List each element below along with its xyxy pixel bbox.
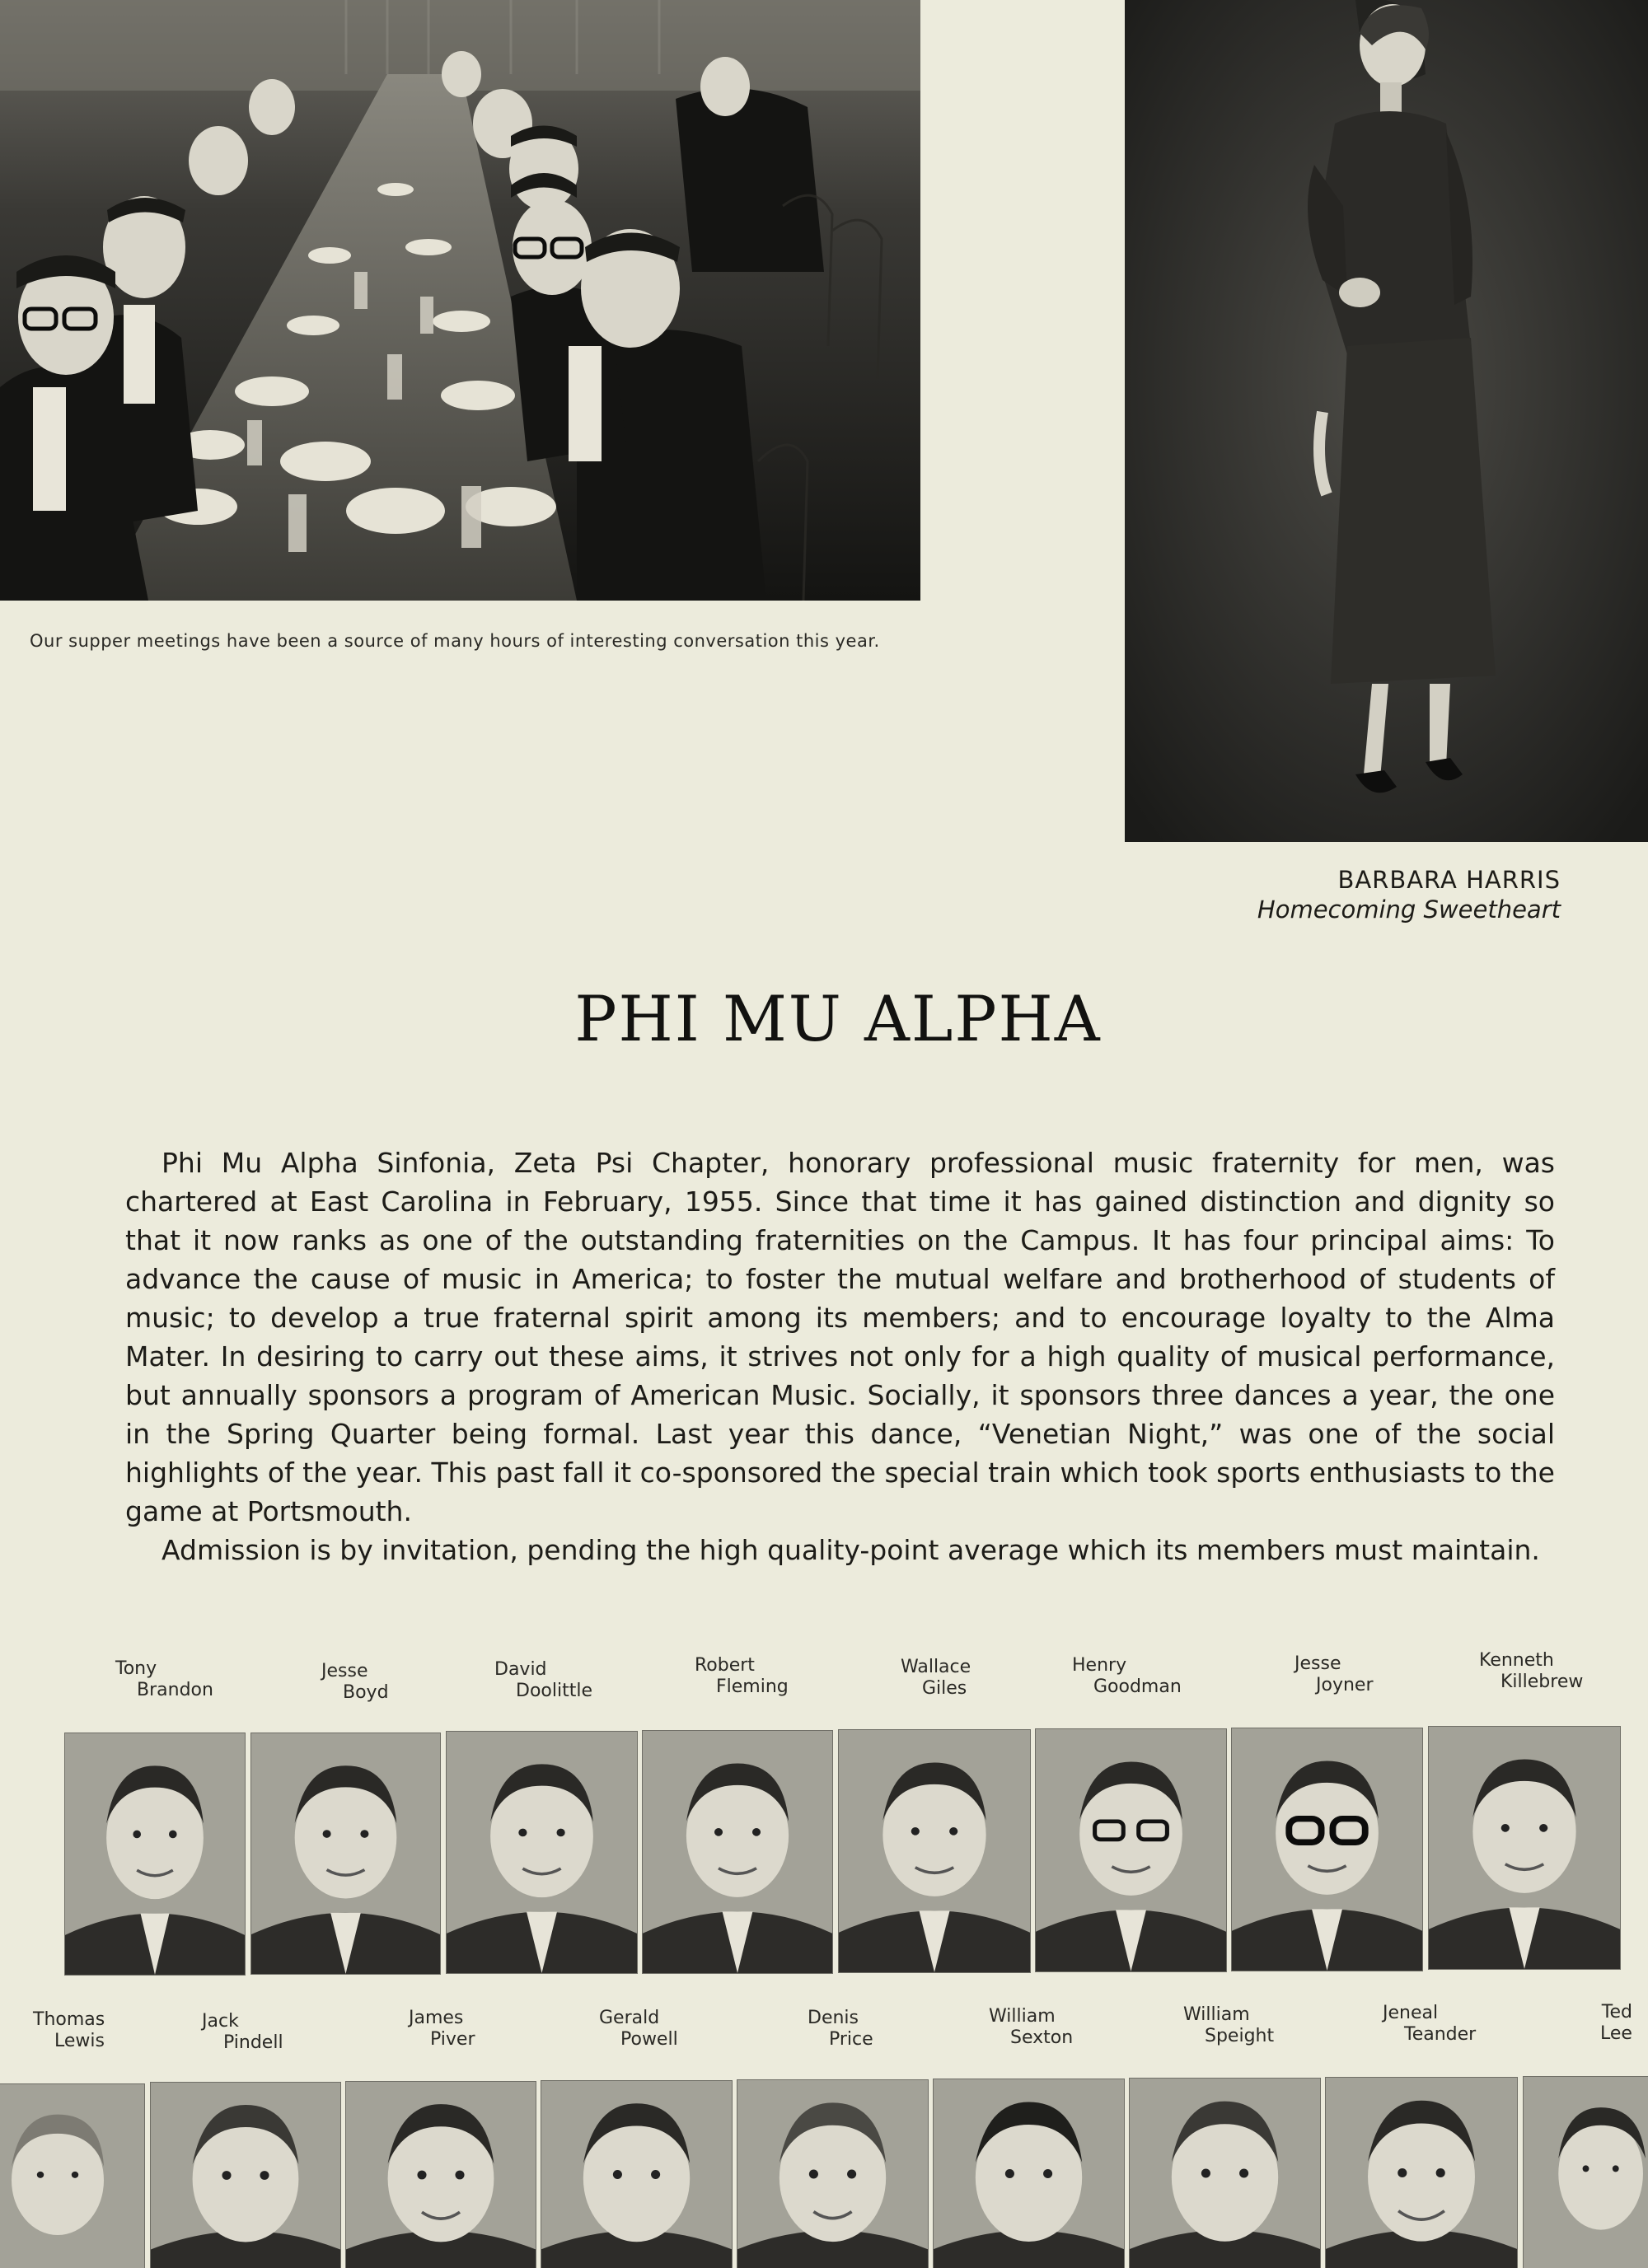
- description-paragraph-2: Admission is by invitation, pending the high quality-point average which its members must maintain.: [162, 1534, 1540, 1566]
- member-name-label: Kenneth Killebrew: [1479, 1650, 1584, 1692]
- supper-meeting-photo: [0, 0, 920, 601]
- member-portrait: [1036, 1729, 1226, 1971]
- member-name-label: Jesse Joyner: [1295, 1653, 1374, 1695]
- member-portrait: [1130, 2079, 1320, 2268]
- member-portrait: [737, 2080, 928, 2268]
- member-name-label: Henry Goodman: [1072, 1655, 1182, 1697]
- member-portrait: [934, 2079, 1124, 2268]
- member-name-label: Jeneal Teander: [1383, 2003, 1477, 2045]
- member-name-label: David Doolittle: [494, 1659, 592, 1701]
- member-portrait: [643, 1731, 832, 1973]
- member-portrait: [541, 2081, 732, 2268]
- member-portrait: [65, 1733, 245, 1975]
- member-name-label: James Piver: [409, 2008, 475, 2050]
- member-name-label: Robert Fleming: [695, 1655, 789, 1697]
- sweetheart-name: BARBARA HARRIS: [1337, 866, 1561, 894]
- member-portrait: [1232, 1728, 1422, 1971]
- fraternity-description: [125, 1143, 1555, 1569]
- page-heading: PHI MU ALPHA: [574, 982, 1102, 1055]
- member-name-label: Thomas Lewis: [33, 2009, 105, 2051]
- sweetheart-photo: [1125, 0, 1648, 842]
- member-portrait: [346, 2082, 536, 2268]
- member-name-label: Wallace Giles: [901, 1657, 971, 1699]
- member-name-label: Denis Price: [808, 2008, 873, 2050]
- member-name-label: William Speight: [1183, 2004, 1275, 2046]
- supper-photo-caption: Our supper meetings have been a source of many hours of interesting conversation this year.: [30, 631, 880, 651]
- member-portrait: [151, 2083, 340, 2268]
- sweetheart-caption: [1257, 865, 1561, 924]
- member-portrait: [1429, 1727, 1620, 1969]
- member-name-label: Gerald Powell: [599, 2008, 678, 2050]
- member-name-label: Jesse Boyd: [321, 1661, 389, 1703]
- member-portrait: [251, 1733, 440, 1974]
- member-portrait: [0, 2084, 144, 2268]
- member-name-label: Tony Brandon: [115, 1658, 213, 1700]
- member-portrait: [839, 1730, 1030, 1972]
- member-portrait: [1326, 2078, 1517, 2268]
- member-portrait: [1524, 2077, 1648, 2268]
- member-name-label: Jack Pindell: [202, 2011, 283, 2053]
- description-paragraph-1: Phi Mu Alpha Sinfonia, Zeta Psi Chapter, honorary professional music fraternity for men, was chartered at East Carolina in February, 1955. Since that time it has gained distinction and dignity so that it now ranks as one of the outstanding fraternities on the Campus. It has four principal aims: To advance the cause of music in America; to foster the mutual welfare and brotherhood of students of music; to develop a true fraternal spirit among its members; and to encourage loyalty to the Alma Mater. In desiring to carry out these aims, it strives not only for a high quality of musical performance, but annually sponsors a program of American Music. Socially, it sponsors three dances a year, the one in the Spring Quarter being formal. Last year this dance, “Venetian Night,” was one of the social highlights of the year. This past fall it co-sponsored the special train which took sports enthusiasts to the game at Portsmouth.: [125, 1147, 1555, 1527]
- member-name-label: William Sexton: [989, 2006, 1074, 2048]
- sweetheart-title: Homecoming Sweetheart: [1257, 896, 1561, 924]
- member-name-label: Ted Lee: [1600, 2002, 1632, 2044]
- member-portrait: [447, 1732, 637, 1973]
